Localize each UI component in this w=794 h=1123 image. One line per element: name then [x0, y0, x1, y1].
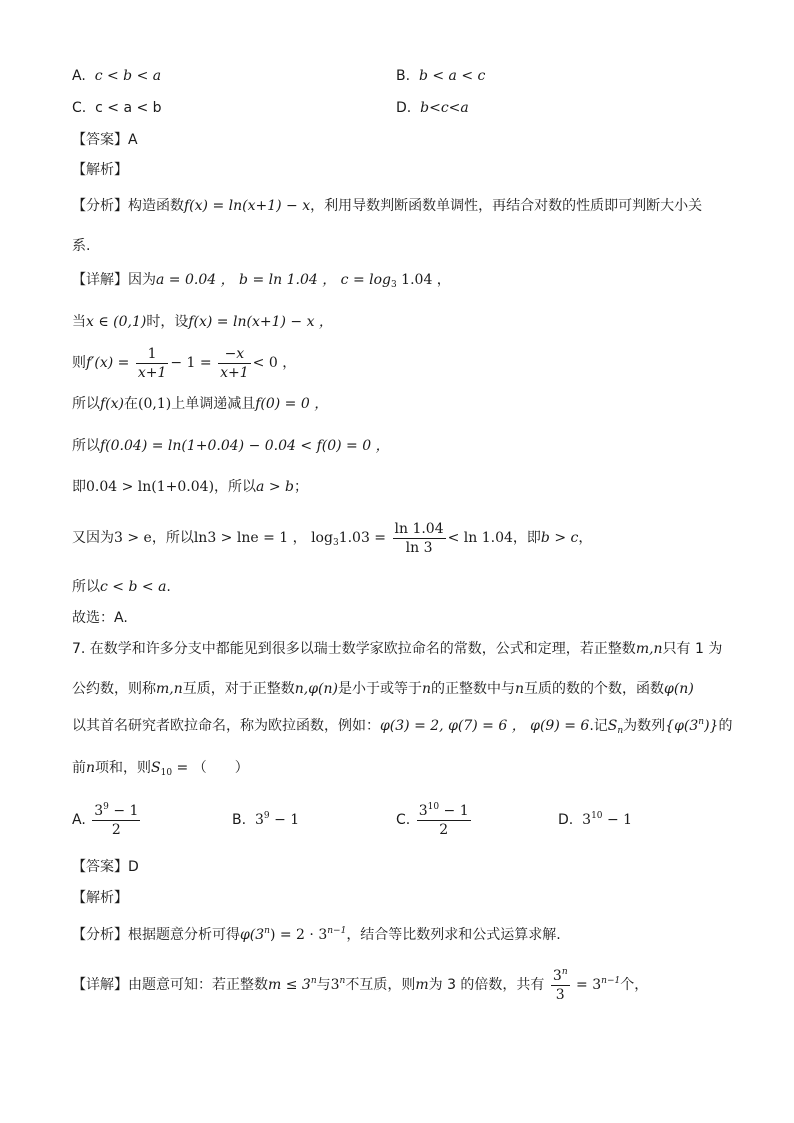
q6-detail-line-4: 所以f(x)在(0,1)上单调递减且f(0) = 0 ，: [72, 396, 329, 412]
q6-fenxi-cont: 系.: [72, 238, 91, 254]
q7-stem-line-2: 公约数，则称m,n互质，对于正整数n,φ(n)是小于或等于n的正整数中与n互质的数的个数，函数φ(n): [72, 681, 694, 697]
q7-stem-line-4: 前n项和，则$S_{10}$ = （ ）: [72, 760, 249, 778]
fraction: $\frac{1}{x+1}$: [137, 345, 167, 381]
q6-detail-line-7: 又因为3 > e，所以ln3 > lne = 1 ， $\log_31.03$ = $\frac{\ln 1.04}{\ln 3}$ < ln 1.04，即b > c，: [72, 520, 593, 556]
q7-stem-line-1: 7. 在数学和许多分支中都能见到很多以瑞士数学家欧拉命名的常数，公式和定理，若正整数m,n只有 1 为: [72, 641, 723, 657]
q6-detail-line-6: 即0.04 > ln(1+0.04)，所以a > b；: [72, 479, 308, 495]
q7-option-b: B. $3^9 - 1$: [232, 811, 300, 828]
q6-detail-line-3: 则f′(x) = $\frac{1}{x+1}$ − 1 = $\frac{-x}{x+1}$ < 0 ，: [72, 345, 297, 381]
q6-option-d: D. b<c<a: [396, 100, 469, 116]
q6-detail-line-8: 所以c < b < a.: [72, 579, 171, 595]
q7-fenxi: 【分析】根据题意分析可得$\varphi(3^n) = 2 \cdot 3^{n-1}$，结合等比数列求和公式运算求解.: [72, 926, 561, 943]
q6-choice: 故选：A.: [72, 610, 128, 626]
q6-fenxi: 【分析】构造函数f(x) = ln(x+1) − x，利用导数判断函数单调性，再结合对数的性质即可判断大小关: [72, 198, 703, 214]
q6-detail-line-1: 【详解】因为a = 0.04 ， b = ln 1.04 ， $c = \log_3 1.04$ ，: [72, 272, 451, 290]
fraction: $\frac{3^{10} - 1}{2}$: [418, 801, 469, 838]
q6-answer: 【答案】A: [72, 132, 138, 148]
q7-option-a: A. $\frac{3^9 - 1}{2}$: [72, 801, 139, 838]
q6-option-a: A. c < b < a: [72, 68, 162, 84]
fraction: $\frac{\ln 1.04}{\ln 3}$: [394, 520, 444, 556]
q7-detail: 【详解】由题意可知：若正整数$m \le 3^n$与3$^n$不互质，则m为 3 的倍数，共有 $\frac{3^n}{3}$ = $3^{n-1}$个，: [72, 966, 649, 1003]
q6-option-c: C. c < a < b: [72, 100, 162, 116]
q7-option-c: C. $\frac{3^{10} - 1}{2}$: [396, 801, 469, 838]
q6-analysis-heading: 【解析】: [72, 162, 128, 178]
q7-answer: 【答案】D: [72, 859, 139, 875]
q6-detail-line-5: 所以f(0.04) = ln(1+0.04) − 0.04 < f(0) = 0 ，: [72, 438, 390, 454]
q7-stem-line-3: 以其首名研究者欧拉命名，称为欧拉函数，例如：φ(3) = 2, φ(7) = 6 ， φ(9) = 6.记$S_n$为数列{φ(3$^n$)}的: [72, 717, 733, 736]
fraction: $\frac{3^9 - 1}{2}$: [94, 801, 139, 838]
fraction: $\frac{3^n}{3}$: [552, 966, 568, 1003]
q6-detail-line-2: 当x ∈ (0,1)时，设f(x) = ln(x+1) − x ，: [72, 314, 333, 330]
fraction: $\frac{-x}{x+1}$: [220, 345, 249, 381]
q7-analysis-heading: 【解析】: [72, 890, 128, 906]
q7-option-d: D. $3^{10} - 1$: [558, 811, 633, 828]
q6-option-b: B. b < a < c: [396, 68, 486, 84]
